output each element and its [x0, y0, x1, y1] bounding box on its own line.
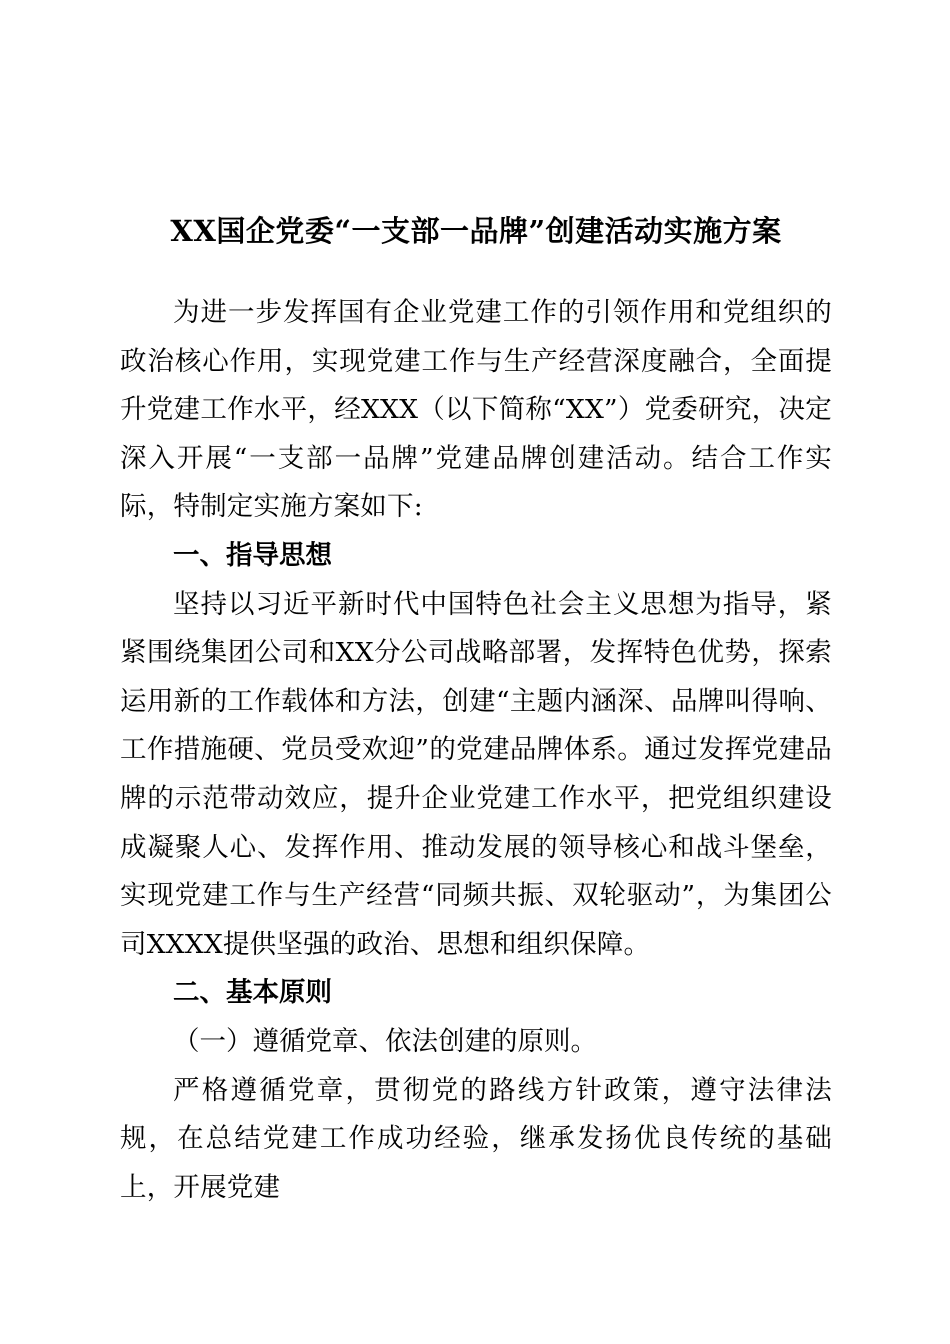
section-2-subheading: （一）遵循党章、依法创建的原则。	[173, 1025, 597, 1057]
document-body	[120, 205, 832, 1212]
section-1-paragraph: 坚持以习近平新时代中国特色社会主义思想为指导，紧紧围绕集团公司和XX分公司战略部署，发挥特色优势，探索运用新的工作载体和方法，创建“主题内涵深、品牌叫得响、工作措施硬、党员受欢迎”的党建品牌体系。通过发挥党建品牌的示范带动效应，提升企业党建工作水平，把党组织建设成凝聚人心、发挥作用、推动发展的领导核心和战斗堡垒，实现党建工作与生产经营“同频共振、双轮驱动”，为集团公司XXXX提供坚强的政治、思想和组织保障。	[120, 588, 832, 960]
section-2-heading: 二、基本原则	[173, 977, 332, 1009]
section-2-paragraph: 严格遵循党章，贯彻党的路线方针政策，遵守法律法规，在总结党建工作成功经验，继承发扬优良传统的基础上，开展党建	[120, 1074, 832, 1203]
document-title: XX国企党委“一支部一品牌”创建活动实施方案	[170, 214, 782, 248]
intro-paragraph: 为进一步发挥国有企业党建工作的引领作用和党组织的政治核心作用，实现党建工作与生产经营深度融合，全面提升党建工作水平，经XXX（以下简称“XX”）党委研究，决定深入开展“一支部一品牌”党建品牌创建活动。结合工作实际，特制定实施方案如下:	[120, 297, 832, 523]
section-1-heading: 一、指导思想	[173, 539, 332, 571]
